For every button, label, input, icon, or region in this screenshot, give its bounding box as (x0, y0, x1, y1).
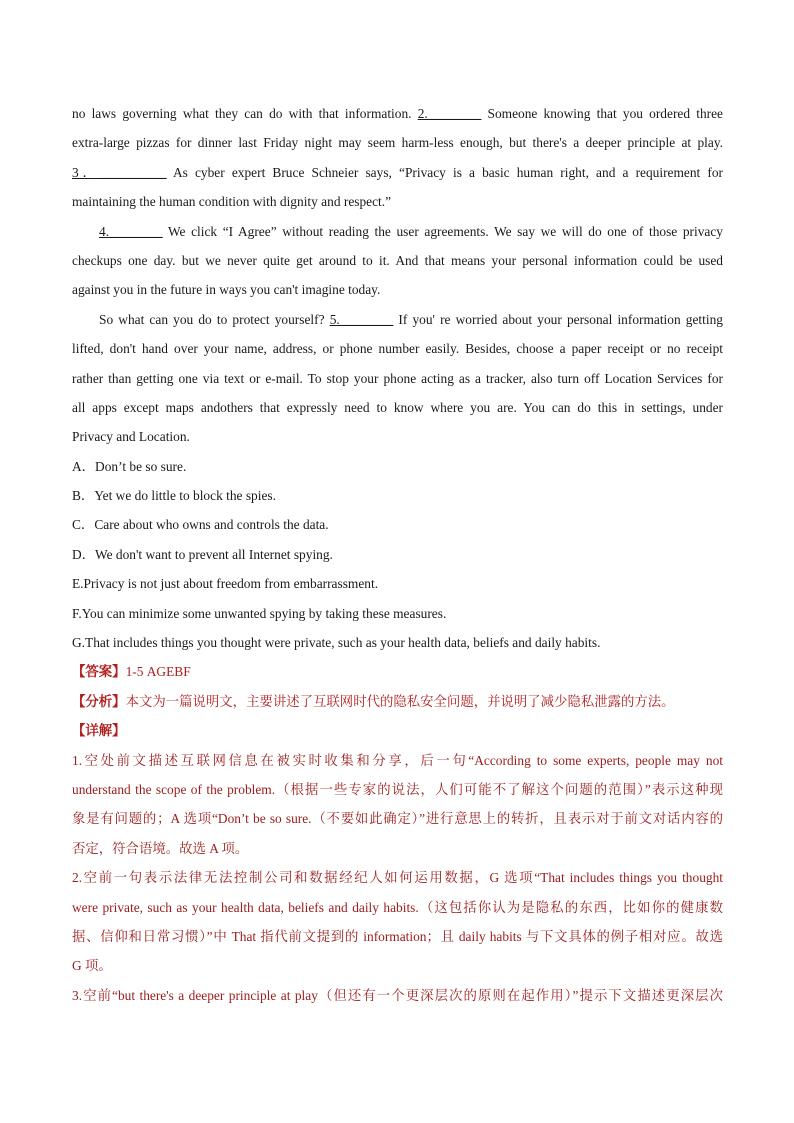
detail-text: 3.空前“but there's a deeper principle at play（但还有一个更深层次的原则在起作用）”提示下文描述更深层次 (72, 987, 723, 1003)
detail-text: 1.空处前文描述互联网信息在被实时收集和分享，后一句“According to some experts, people may not (72, 752, 723, 768)
detail-line (72, 922, 723, 951)
options-list (72, 452, 723, 658)
answer-blank: 3．__________ (72, 164, 167, 180)
detail-heading (72, 716, 723, 745)
passage-line (72, 334, 723, 363)
passage-text: Privacy and Location. (72, 429, 190, 445)
document-page (72, 99, 723, 1010)
option-item: F.You can minimize some unwanted spying by taking these measures. (72, 605, 447, 621)
answer-blank: 5.________ (329, 311, 394, 327)
passage-line (72, 217, 723, 246)
detail-text: were private, such as your health data, beliefs and daily habits.（这包括你认为是隐私的东西，比如你的健康数 (72, 899, 723, 915)
passage-text: If you' re worried about your personal information getting (393, 311, 723, 327)
passage-line (72, 128, 723, 157)
passage-text: no laws governing what they can do with that information. (72, 106, 418, 121)
detail-text: 2.空前一句表示法律无法控制公司和数据经纪人如何运用数据，G 选项“That includes things you thought (72, 870, 723, 886)
detail-line (72, 775, 723, 804)
option-item: B．Yet we do little to block the spies. (72, 488, 276, 504)
passage-line (72, 305, 723, 334)
analysis-value: 本文为一篇说明文，主要讲述了互联网时代的隐私安全问题，并说明了减少隐私泄露的方法。 (125, 693, 675, 709)
detail-label: 【详解】 (72, 723, 126, 739)
passage-line (72, 364, 723, 393)
passage-line (72, 275, 723, 304)
detail-line (72, 863, 723, 892)
answer-blank: 4.________ (99, 223, 163, 239)
passage-line (72, 246, 723, 275)
passage-text: So what can you do to protect yourself? (99, 311, 330, 327)
answer-line (72, 657, 723, 686)
option-item: C．Care about who owns and controls the data. (72, 517, 329, 533)
detail-line (72, 746, 723, 775)
detail-line (72, 981, 723, 1010)
detail-text: 据、信仰和日常习惯）”中 That 指代前文提到的 information；且 daily habits 与下文具体的例子相对应。故选 (72, 928, 723, 944)
details (72, 746, 723, 1011)
passage-text: against you in the future in ways you can't imagine today. (72, 282, 381, 298)
analysis-label: 【分析】 (72, 693, 126, 709)
passage-text: rather than getting one via text or e-mail. To stop your phone acting as a tracker, also turn off Location Services for (72, 370, 723, 386)
answer-blank: 2.________ (417, 106, 482, 121)
passage-text: As cyber expert Bruce Schneier says, “Privacy is a basic human right, and a requirement for (166, 164, 723, 180)
passage-line (72, 393, 723, 422)
detail-text: understand the scope of the problem.（根据一些专家的说法，人们可能不了解这个问题的范围）”表示这种现 (72, 781, 723, 797)
passage-text: maintaining the human condition with dignity and respect.” (72, 194, 392, 210)
passage-line (72, 158, 723, 187)
passage-line (72, 187, 723, 216)
option-item: A．Don’t be so sure. (72, 458, 187, 474)
detail-line (72, 834, 723, 863)
passage-text: checkups one day. but we never quite get around to it. And that means your personal information could be used (72, 252, 723, 268)
passage-text: extra-large pizzas for dinner last Friday night may seem harm-less enough, but there's a deeper principle at play. (72, 135, 723, 151)
detail-line (72, 951, 723, 980)
option-item: D．We don't want to prevent all Internet spying. (72, 546, 333, 562)
passage-line (72, 422, 723, 451)
passage-text: lifted, don't hand over your name, address, or phone number easily. Besides, choose a paper receipt or no receipt (72, 341, 723, 357)
passage-line (72, 99, 723, 128)
detail-line (72, 804, 723, 833)
detail-text: 象是有问题的；A 选项“Don’t be so sure.（不要如此确定）”进行意思上的转折，且表示对于前文对话内容的 (72, 811, 723, 827)
detail-text: G 项。 (72, 958, 112, 974)
detail-line (72, 893, 723, 922)
detail-text: 否定，符合语境。故选 A 项。 (72, 840, 249, 856)
option-item: E.Privacy is not just about freedom from embarrassment. (72, 576, 379, 592)
passage-text: all apps except maps andothers that expressly need to know where you are. You can do this in settings, under (72, 399, 723, 415)
answer-value: 1-5 AGEBF (125, 664, 191, 680)
analysis-line (72, 687, 723, 716)
passage-text: We click “I Agree” without reading the user agreements. We say we will do one of those privacy (162, 223, 723, 239)
passage (72, 99, 723, 452)
option-item: G.That includes things you thought were private, such as your health data, beliefs and daily habits. (72, 635, 601, 651)
answer-label: 【答案】 (72, 664, 126, 680)
passage-text: Someone knowing that you ordered three (481, 106, 723, 121)
